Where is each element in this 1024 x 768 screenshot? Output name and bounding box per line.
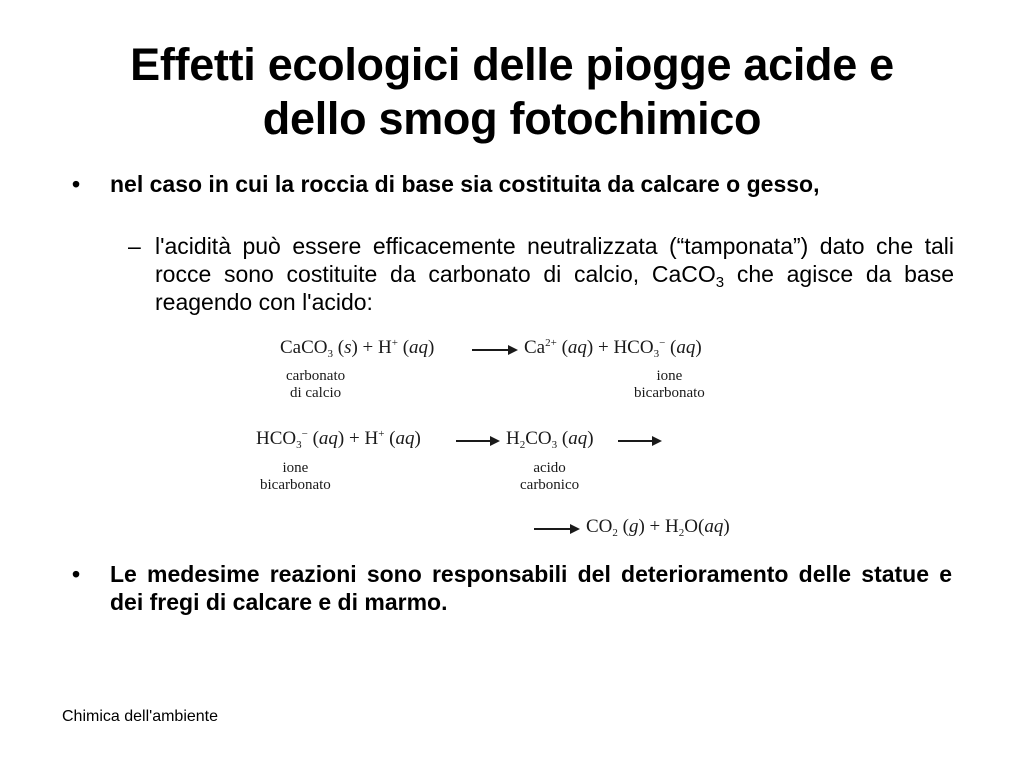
reaction-1-reactants: CaCO$_3$ (s) + H+ (aq) xyxy=(280,337,435,360)
sub-bullet-1 xyxy=(128,232,954,316)
title-line-2: dello smog fotochimico xyxy=(262,93,762,144)
bullet-point-2 xyxy=(72,560,952,616)
reaction-2-reactants: $HCO_3^-$ (aq) + H+ (aq) xyxy=(256,428,421,451)
reaction-3-products: $CO_2$ $(g) + H_2O(aq)$ xyxy=(586,516,730,539)
reaction-2-product: $H_2CO_3$ (aq) xyxy=(506,428,594,451)
label-ione-bicarbonato-1: ione bicarbonato xyxy=(634,368,705,401)
reaction-arrow-icon xyxy=(472,344,518,356)
bullet-text: Le medesime reazioni sono responsabili del deterioramento delle statue e dei fregi di calcare e di marmo. xyxy=(110,561,952,615)
sub-bullet-text: l'acidità può essere efficacemente neutralizzata (“tamponata”) dato che tali rocce sono costituite da carbonato di calcio, CaCO$_3$ che agisce da base reagendo con l'acido: xyxy=(155,233,954,315)
reaction-arrow-icon xyxy=(534,523,580,535)
footer-text: Chimica dell'ambiente xyxy=(62,708,219,725)
label-carbonato-di-calcio: carbonato di calcio xyxy=(286,368,346,401)
bullet-text: nel caso in cui la roccia di base sia costituita da calcare o gesso, xyxy=(110,171,820,197)
bullet-marker: • xyxy=(72,561,81,587)
reaction-1-products: $Ca^{2+}$ $(aq) + HCO_3^-$ (aq) xyxy=(524,337,702,360)
bullet-marker: • xyxy=(72,171,81,197)
bullet-point-1 xyxy=(72,170,952,198)
label-ione-bicarbonato-2: ione bicarbonato xyxy=(260,460,331,493)
reaction-arrow-icon xyxy=(456,435,500,447)
reaction-arrow-icon xyxy=(618,435,662,447)
slide-title xyxy=(40,38,984,146)
title-line-1: Effetti ecologici delle piogge acide e xyxy=(130,39,894,90)
sub-bullet-marker: – xyxy=(128,233,141,259)
label-acido-carbonico: acido carbonico xyxy=(520,460,580,493)
chemical-equations-figure xyxy=(250,332,760,544)
